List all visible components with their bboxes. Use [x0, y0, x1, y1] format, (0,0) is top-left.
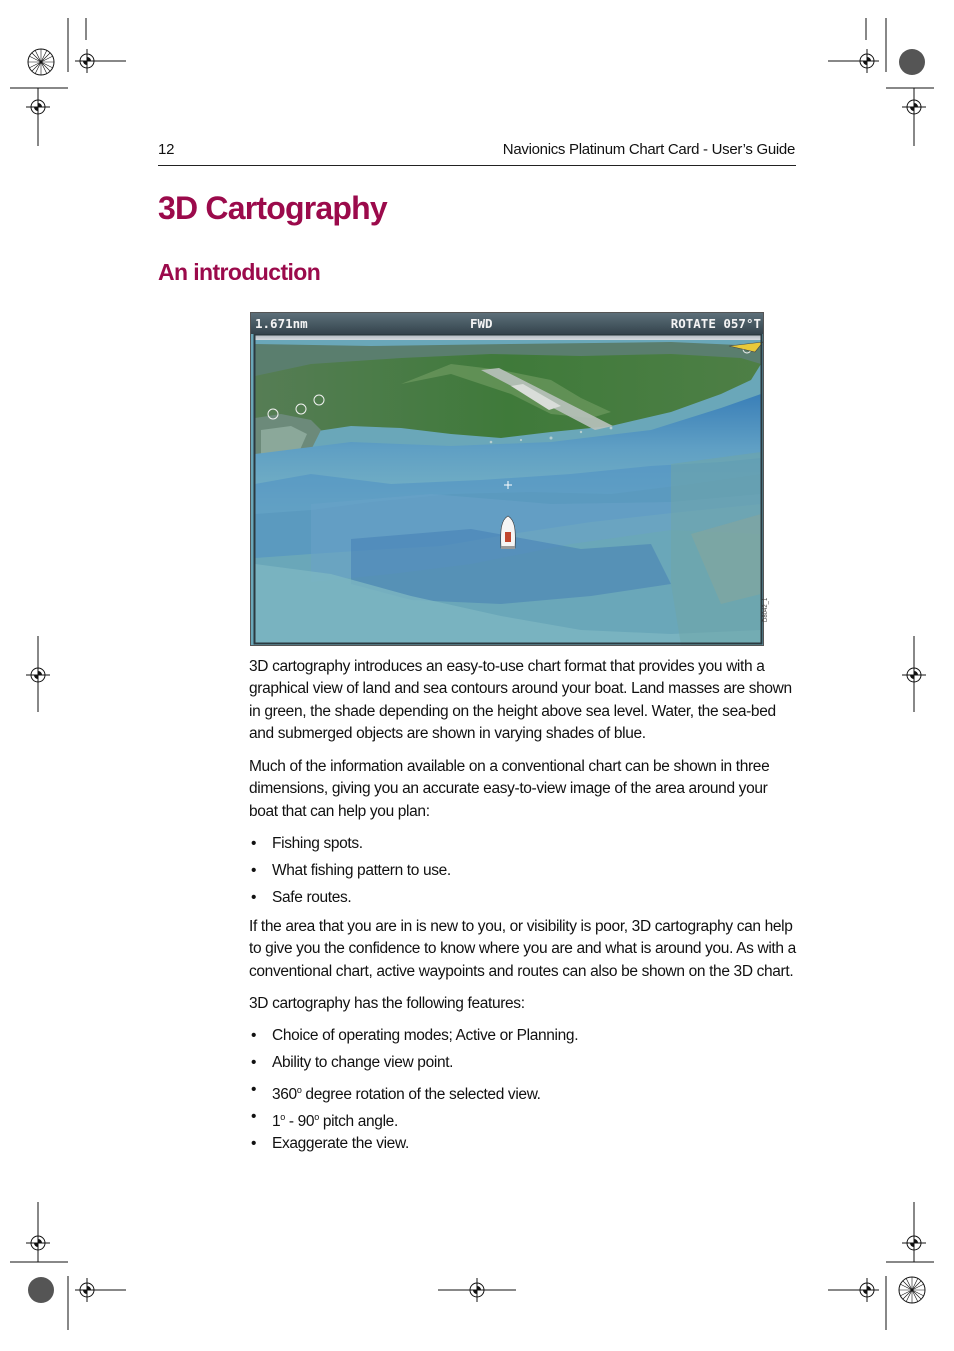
pitch-mid: - 90: [284, 1113, 315, 1130]
degree-superscript: o: [296, 1085, 302, 1095]
range-readout: 1.671nm: [255, 316, 308, 331]
figure-id: D8042_1: [763, 597, 769, 622]
list-item: • What fishing pattern to use.: [249, 860, 451, 887]
chart-status-bar: [251, 313, 763, 334]
page-number: 12: [158, 141, 175, 158]
chapter-title: 3D Cartography: [158, 190, 387, 226]
pitch-min: 1: [272, 1113, 281, 1130]
features-intro-paragraph: 3D cartography has the following features:: [249, 995, 525, 1012]
list-item: • Choice of operating modes; Active or Planning.: [249, 1025, 578, 1052]
degree-superscript: o: [314, 1112, 319, 1122]
3d-scene: [251, 334, 763, 645]
intro-paragraph: 3D cartography introduces an easy-to-use chart format that provides you with a graphical view of land and sea contours around your boat. Land masses are shown in green, the shade depending on the height above sea level. Water, the sea-bed and submerged objects are shown in varying shades of blue.: [249, 658, 792, 742]
header-divider: [158, 165, 796, 166]
mode-readout: FWD: [470, 316, 493, 331]
list-item: • Fishing spots.: [249, 833, 451, 860]
pitch-text: pitch angle.: [318, 1113, 398, 1130]
rotation-readout: ROTATE 057°T: [670, 316, 761, 331]
list-item: • Ability to change view point.: [249, 1052, 578, 1079]
rotation-value: 360: [272, 1086, 297, 1103]
list-item: [249, 1079, 578, 1106]
list-item: • Exaggerate the view.: [249, 1133, 578, 1160]
confidence-paragraph: If the area that you are in is new to you, or visibility is poor, 3D cartography can help to give you the confidence to know where you are and what is around you. As with a conventional chart, active waypoints and routes can also be shown on the 3D chart.: [249, 918, 796, 980]
plan-list: [249, 833, 451, 914]
section-title: An introduction: [158, 259, 321, 285]
running-header-title: Navionics Platinum Chart Card - User’s Guide: [502, 141, 795, 158]
info-paragraph: Much of the information available on a conventional chart can be shown in three dimensions, giving you an accurate easy-to-view image of the area around your boat that can help you plan:: [249, 758, 770, 820]
features-list: [249, 1025, 578, 1160]
list-item: • Safe routes.: [249, 887, 451, 914]
rotation-text: degree rotation of the selected view.: [301, 1086, 541, 1103]
degree-superscript: o: [280, 1112, 285, 1122]
3d-chart-screenshot: [250, 312, 764, 646]
list-item: [249, 1106, 578, 1133]
